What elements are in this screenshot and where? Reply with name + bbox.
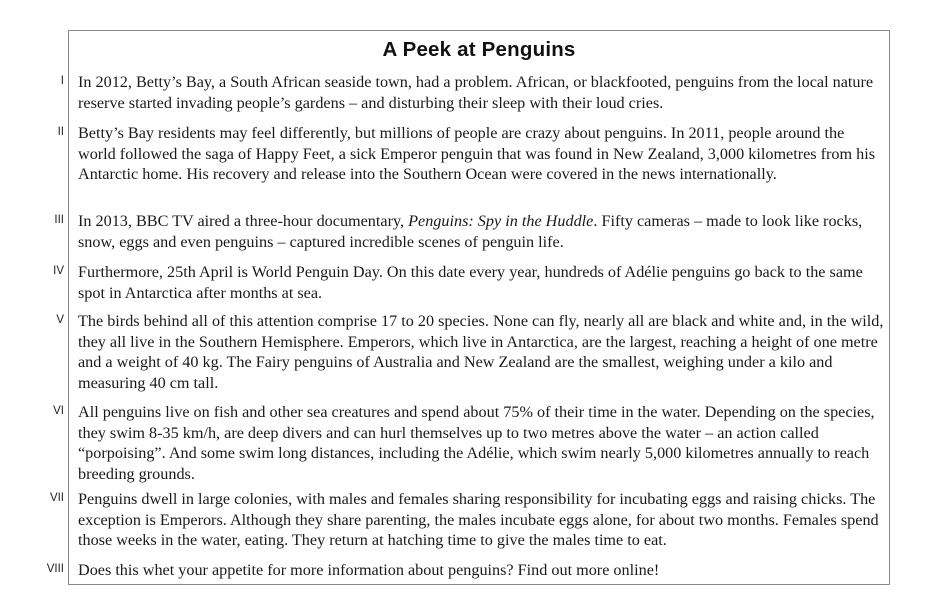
paragraph-8 [78, 560, 886, 581]
paragraph-5 [78, 311, 886, 393]
documentary-title: Penguins: Spy in the Huddle [408, 212, 594, 230]
paragraph-text: Does this whet your appetite for more information about penguins? Find out more online! [78, 561, 660, 579]
paragraph-text: Furthermore, 25th April is World Penguin Day. On this date every year, hundreds of Adélie penguins go back to the same spot in Antarctica after months at sea. [78, 263, 863, 302]
paragraph-2 [78, 123, 886, 185]
paragraph-numeral: III [54, 214, 64, 226]
paragraph-text: . Fifty cameras – made to look like rocks, snow, eggs and even penguins – captured incredible scenes of penguin life. [78, 212, 863, 251]
paragraph-numeral: V [56, 314, 64, 326]
paragraph-numeral: VII [49, 492, 64, 504]
paragraph-numeral: I [60, 75, 64, 87]
paragraph-numeral: VIII [46, 563, 64, 575]
paragraph-3 [78, 211, 886, 252]
article-title: A Peek at Penguins [382, 38, 576, 61]
paragraph-4 [78, 262, 886, 303]
paragraph-text: Penguins dwell in large colonies, with males and females sharing responsibility for incubating eggs and raising chicks. The exception is Emperors. Although they share parenting, the males incubate eggs alone, for about two months. Females spend those weeks in the water, eating. They return at hatching time to give the males time to eat. [78, 490, 879, 550]
paragraph-numeral: IV [53, 265, 64, 277]
paragraph-1 [78, 72, 886, 113]
paragraph-text: The birds behind all of this attention comprise 17 to 20 species. None can fly, nearly all are black and white and, in the wild, they all live in the Southern Hemisphere. Emperors, which live in Antarctica, are the largest, reaching a height of one metre and a weight of 40 kg. The Fairy penguins of Australia and New Zealand are the smallest, weighing under a kilo and measuring 40 cm tall. [78, 312, 884, 392]
paragraph-text: All penguins live on fish and other sea creatures and spend about 75% of their time in the water. Depending on the species, they swim 8-35 km/h, are deep divers and can hurl themselves up to two metres above the water – an action called “porpoising”. And some swim long distances, including the Adélie, which swim nearly 5,000 kilometres annually to reach breeding grounds. [78, 403, 875, 483]
paragraph-numeral: II [57, 126, 64, 138]
paragraph-text: In 2012, Betty’s Bay, a South African seaside town, had a problem. African, or blackfooted, penguins from the local nature reserve started invading people’s gardens – and disturbing their sleep with their loud cries. [78, 73, 874, 112]
paragraph-text: Betty’s Bay residents may feel differently, but millions of people are crazy about penguins. In 2011, people around the world followed the saga of Happy Feet, a sick Emperor penguin that was found in New Zealand, 3,000 kilometres from his Antarctic home. His recovery and release into the Southern Ocean were covered in the news internationally. [78, 124, 876, 184]
paragraph-6 [78, 402, 886, 484]
paragraph-text: In 2013, BBC TV aired a three-hour documentary, [78, 212, 409, 230]
paragraph-numeral: VI [53, 405, 64, 417]
paragraph-7 [78, 489, 886, 551]
